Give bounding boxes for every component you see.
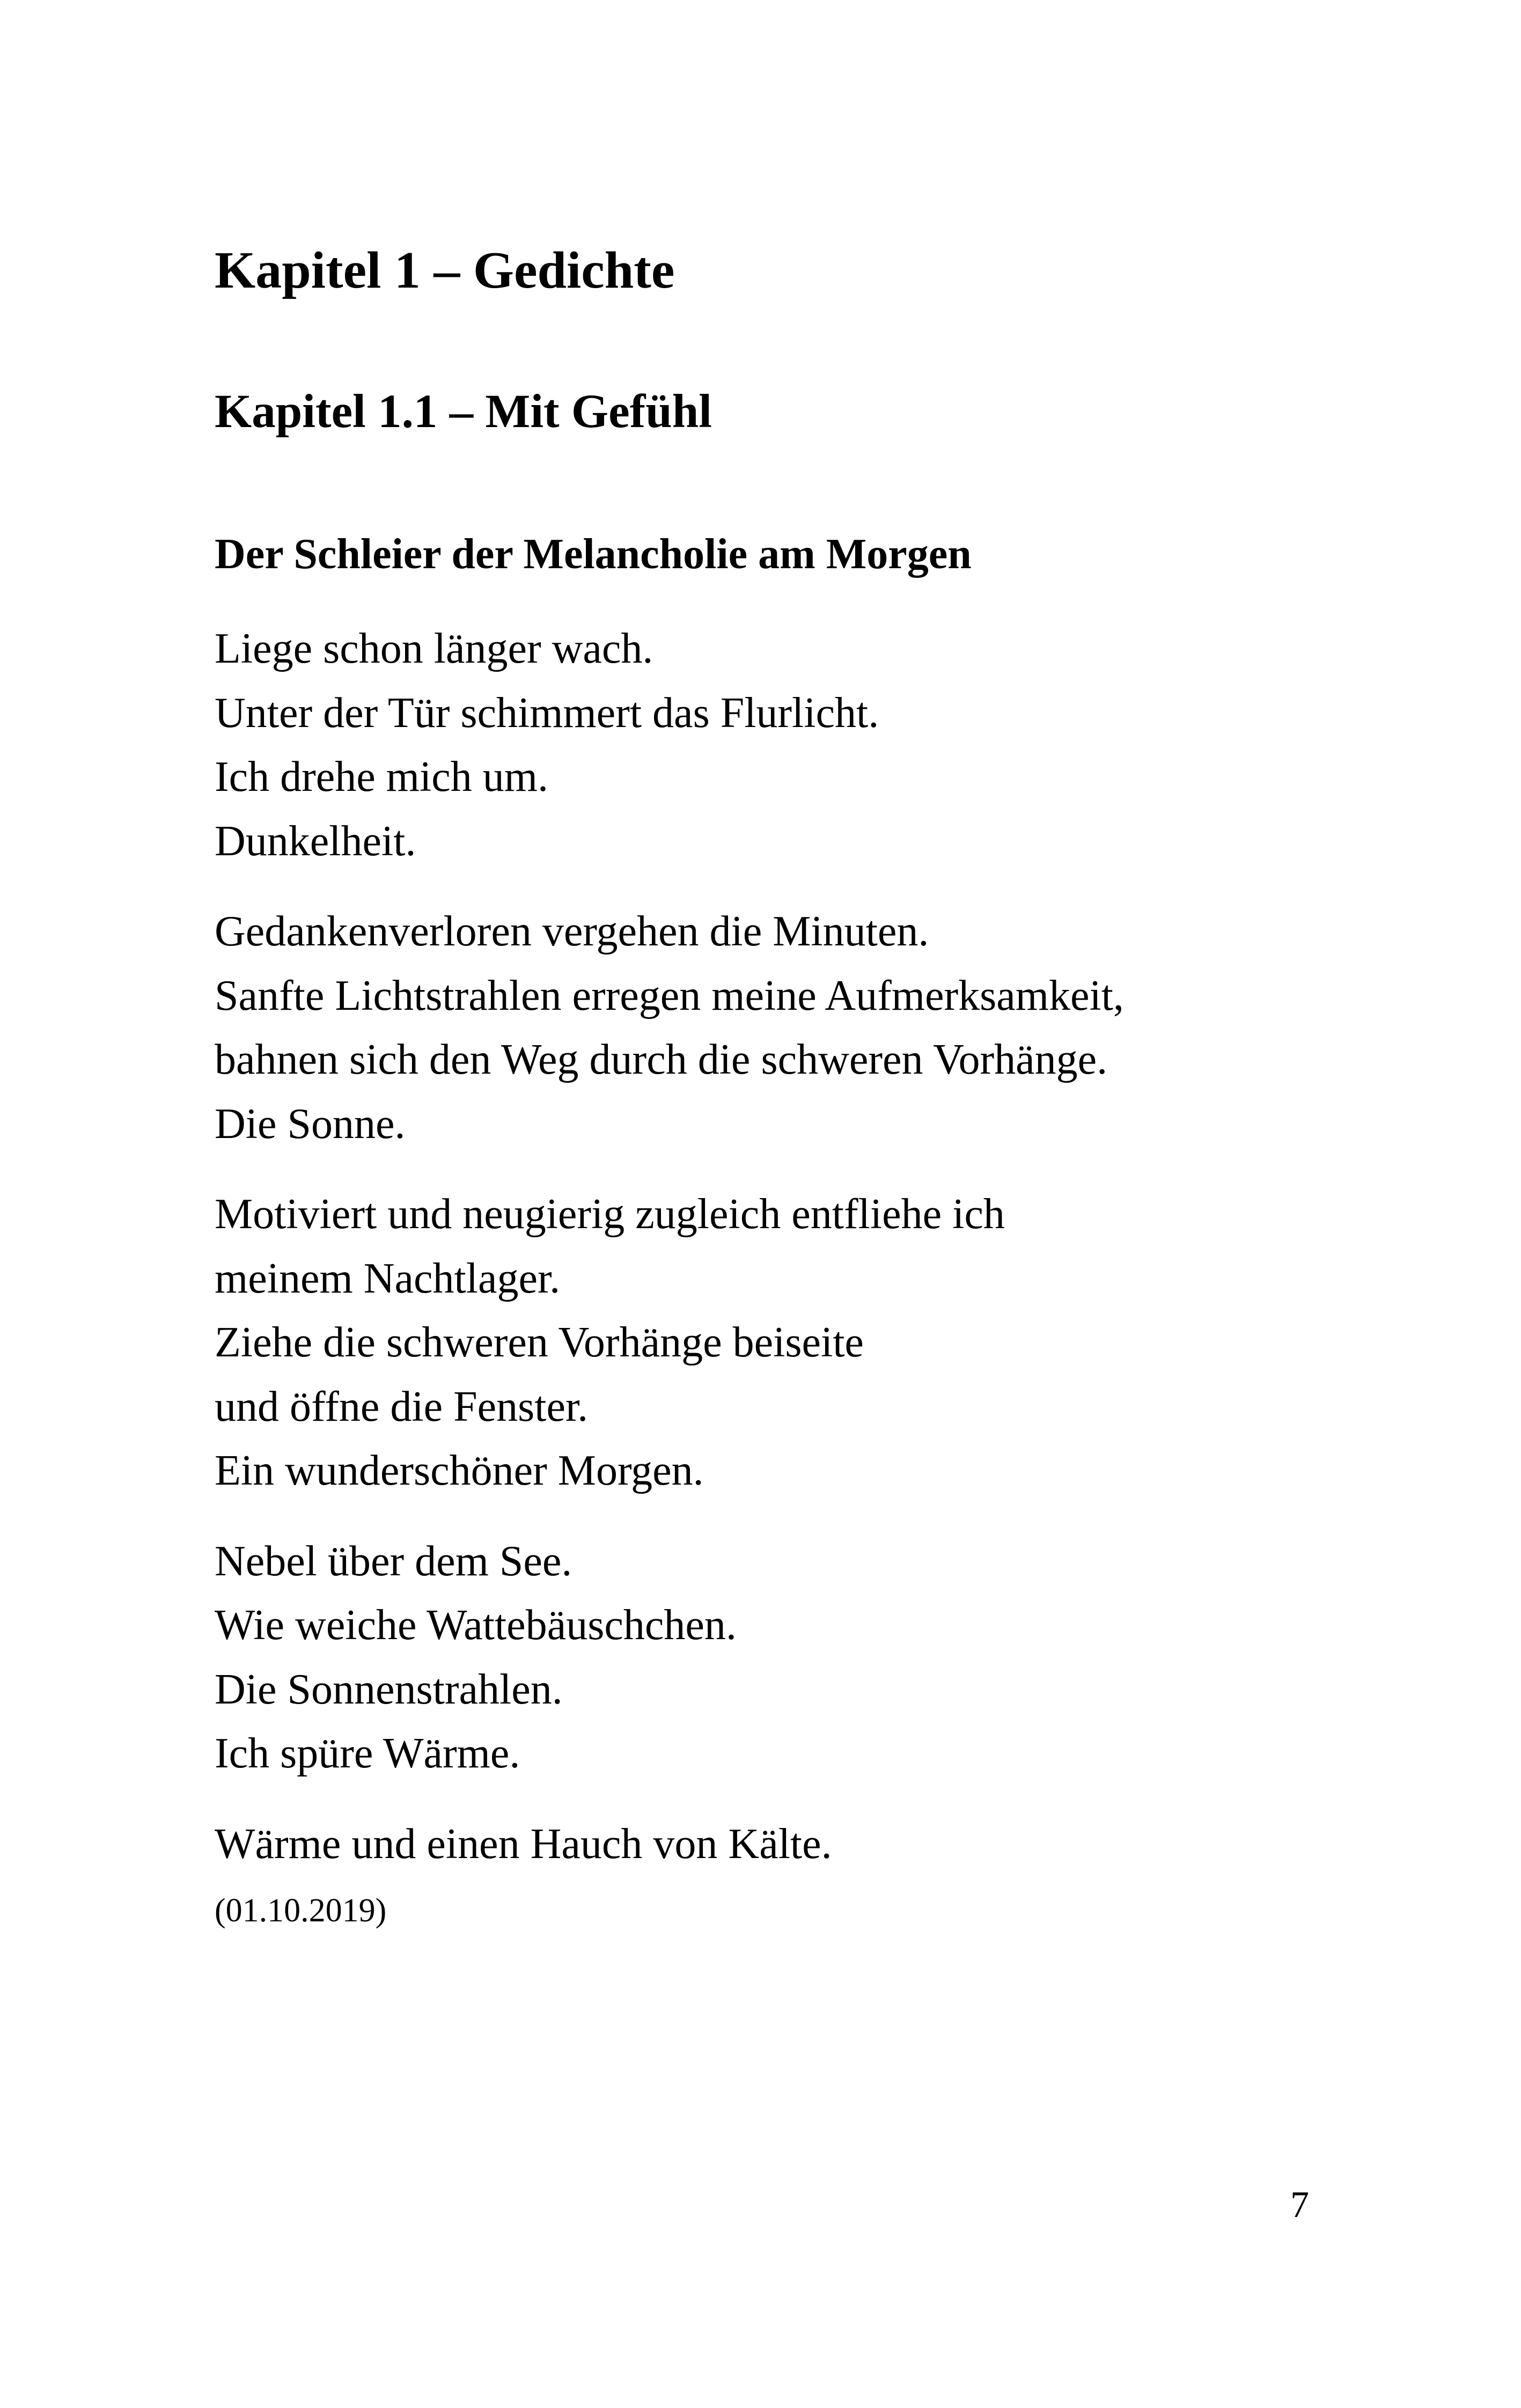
poem-line: Motiviert und neugierig zugleich entfliehe ich <box>215 1191 1005 1238</box>
poem-line: Ich spüre Wärme. <box>215 1730 520 1777</box>
poem-body <box>215 617 1341 1903</box>
poem-line: Wärme und einen Hauch von Kälte. <box>215 1820 832 1868</box>
page-number: 7 <box>1290 2184 1309 2226</box>
poem-line: Gedankenverloren vergehen die Minuten. <box>215 908 929 955</box>
poem-stanza <box>215 1530 1341 1786</box>
poem-line: meinem Nachtlager. <box>215 1254 561 1302</box>
poem-line: Ein wunderschöner Morgen. <box>215 1447 704 1494</box>
section-title: Kapitel 1.1 – Mit Gefühl <box>215 385 712 438</box>
poem-line: Die Sonne. <box>215 1100 406 1148</box>
poem-title: Der Schleier der Melancholie am Morgen <box>215 531 972 578</box>
poem-stanza <box>215 900 1341 1156</box>
poem-stanza <box>215 617 1341 873</box>
poem-line: Ich drehe mich um. <box>215 753 548 801</box>
poem-stanza <box>215 1812 1341 1877</box>
poem-line: und öffne die Fenster. <box>215 1383 589 1430</box>
poem-line: Die Sonnenstrahlen. <box>215 1665 563 1713</box>
poem-date: (01.10.2019) <box>215 1892 387 1929</box>
poem-line: Liege schon länger wach. <box>215 625 653 672</box>
poem-line: Unter der Tür schimmert das Flurlicht. <box>215 689 879 737</box>
poem-line: bahnen sich den Weg durch die schweren Vorhänge. <box>215 1036 1108 1083</box>
poem-line: Nebel über dem See. <box>215 1537 572 1585</box>
chapter-title: Kapitel 1 – Gedichte <box>215 241 675 299</box>
poem-stanza <box>215 1183 1341 1503</box>
poem-line: Ziehe die schweren Vorhänge beiseite <box>215 1319 864 1366</box>
poem-line: Wie weiche Wattebäuschchen. <box>215 1602 737 1649</box>
poem-line: Sanfte Lichtstrahlen erregen meine Aufmerksamkeit, <box>215 972 1124 1019</box>
poem-line: Dunkelheit. <box>215 817 416 865</box>
